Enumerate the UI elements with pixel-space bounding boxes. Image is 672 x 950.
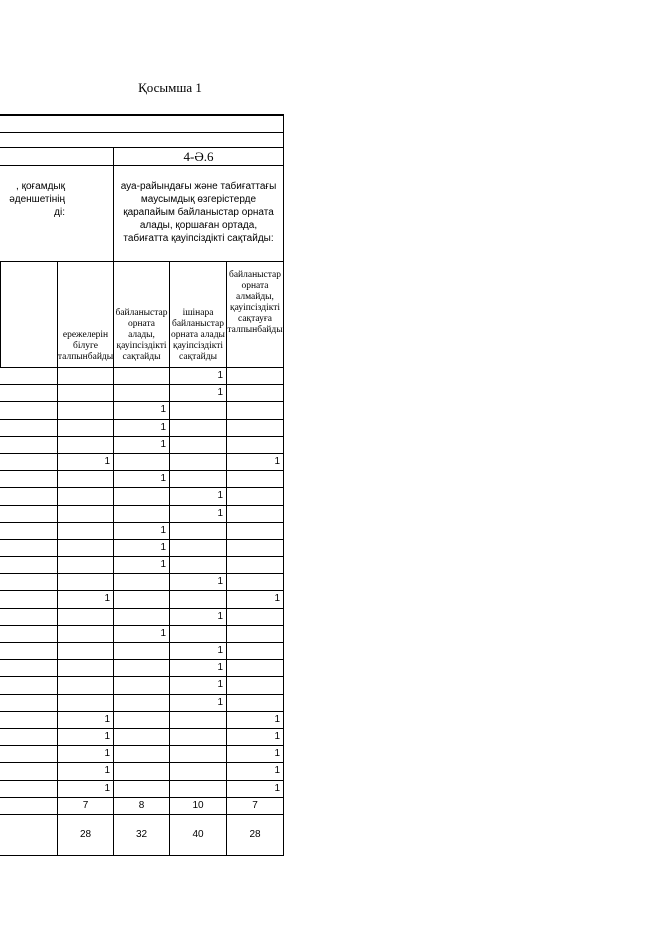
table-cell [57,419,113,436]
table-cell [113,780,169,797]
table-cell [57,384,113,401]
table-cell [0,694,57,711]
table-cell: 1 [169,659,226,676]
table-cell: 1 [226,762,283,779]
table-cell [226,642,283,659]
table-cell: 1 [113,556,169,573]
table-cell: 1 [169,384,226,401]
table-cell: 1 [113,401,169,418]
table-cell [169,625,226,642]
header-cell-partial: ішінара байланыстар орната алады қауіпсіздікті сақтайды [169,261,226,367]
table-cell [57,367,113,384]
table-cell: 1 [57,728,113,745]
table-cell [0,470,57,487]
table-cell [226,659,283,676]
total-cell: 7 [57,797,113,814]
table-cell: 1 [169,505,226,522]
table-cell [0,522,57,539]
table-cell [226,608,283,625]
table-row [0,522,283,539]
table-cell [57,522,113,539]
table-cell [57,436,113,453]
assessment-table [0,114,284,856]
table-cell [169,401,226,418]
table-row [0,487,283,504]
blank-band-2 [0,132,283,147]
table-cell [0,625,57,642]
percent-cell: 28 [226,814,283,855]
table-cell [226,487,283,504]
table-cell: 1 [226,453,283,470]
appendix-title: Қосымша 1 [138,80,202,95]
header-cell-achieved: байланыстар орната алады, қауіпсіздікті сақтайды [113,261,169,367]
table-row [0,470,283,487]
table-cell [57,694,113,711]
table-cell [226,384,283,401]
table-cell [57,505,113,522]
percent-cell [0,814,57,855]
table-cell: 1 [57,711,113,728]
left-desc-line: ді: [54,207,65,218]
table-cell [169,745,226,762]
table-cell: 1 [113,470,169,487]
table-cell [0,762,57,779]
table-cell: 1 [169,367,226,384]
table-cell: 1 [169,642,226,659]
table-cell [0,539,57,556]
table-cell [226,436,283,453]
table-row [0,556,283,573]
table-row [0,676,283,693]
table-cell [226,539,283,556]
table-cell [113,573,169,590]
data-rows [0,367,283,797]
table-cell [0,573,57,590]
table-row [0,419,283,436]
total-cell: 8 [113,797,169,814]
header-cell-no-attempt: ережелерін білуге талпынбайды [57,261,113,367]
table-row [0,745,283,762]
header-cell-blank [0,261,57,367]
table-cell [169,556,226,573]
table-cell [57,470,113,487]
table-row [0,762,283,779]
header-cell-not-achieved: байланыстар орната алмайды, қауіпсіздікті сақтауға талпынбайды [226,261,283,367]
table-cell [113,762,169,779]
table-cell [57,676,113,693]
table-cell [0,401,57,418]
table-cell [0,780,57,797]
table-cell: 1 [113,522,169,539]
table-cell [113,676,169,693]
table-row [0,625,283,642]
table-cell [57,573,113,590]
total-cell: 10 [169,797,226,814]
table-cell [113,453,169,470]
table-cell [226,419,283,436]
table-row [0,642,283,659]
table-cell [0,642,57,659]
table-cell [169,711,226,728]
header-row [0,261,283,367]
table-cell [113,694,169,711]
table-cell [169,453,226,470]
table-cell: 1 [57,745,113,762]
table-row [0,384,283,401]
table-cell [0,728,57,745]
table-cell [169,762,226,779]
total-cell [0,797,57,814]
table-cell [113,659,169,676]
totals-row [0,797,283,814]
table-cell [0,419,57,436]
description-row [0,165,283,261]
criterion-code: 4-Ә.6 [113,147,283,165]
table-row [0,659,283,676]
table-cell [0,505,57,522]
table-cell [57,608,113,625]
table-cell [226,401,283,418]
table-cell [0,711,57,728]
right-description: ауа-райындағы және табиғаттағы маусымдық өзгерістерде қарапайым байланыстар орната алады, қоршаған ортада, табиғатта қауіпсіздікті сақтайды: [113,165,283,261]
table-cell [169,522,226,539]
table-row [0,780,283,797]
table-cell [226,505,283,522]
left-desc-line: , қоғамдық [16,181,65,192]
table-row [0,711,283,728]
table-cell [0,367,57,384]
left-desc-line: әденшетінің [9,194,65,205]
table-cell [57,642,113,659]
table-row [0,505,283,522]
table-cell [0,659,57,676]
table-cell: 1 [113,436,169,453]
table-cell [57,625,113,642]
table-row [0,573,283,590]
table-row [0,367,283,384]
table-cell [57,539,113,556]
table-cell [169,780,226,797]
table-cell [226,470,283,487]
table-cell [226,625,283,642]
table-cell: 1 [57,762,113,779]
table-cell [113,487,169,504]
table-cell [226,573,283,590]
table-cell [169,419,226,436]
table-cell [57,487,113,504]
total-cell: 7 [226,797,283,814]
table-cell [57,659,113,676]
table-cell: 1 [226,780,283,797]
table-cell: 1 [226,745,283,762]
table-cell [169,590,226,607]
table-row [0,539,283,556]
table-cell: 1 [169,573,226,590]
left-description [0,165,113,261]
table-cell [113,642,169,659]
table-cell [0,556,57,573]
table-cell [0,676,57,693]
table-cell: 1 [57,453,113,470]
table-cell [57,401,113,418]
percent-cell: 32 [113,814,169,855]
table-cell: 1 [113,419,169,436]
table-cell [169,470,226,487]
table-cell: 1 [169,487,226,504]
table-cell [0,590,57,607]
table-cell [0,436,57,453]
table-cell: 1 [169,608,226,625]
percent-row [0,814,283,856]
table-cell [113,728,169,745]
table-cell [113,384,169,401]
table-cell: 1 [113,539,169,556]
table-cell [0,384,57,401]
blank-band-1 [0,115,283,132]
table-cell: 1 [169,694,226,711]
table-cell [226,522,283,539]
table-cell [113,505,169,522]
table-cell [57,556,113,573]
table-cell [113,711,169,728]
table-row [0,728,283,745]
table-cell [113,608,169,625]
table-cell [113,745,169,762]
code-left-blank [0,147,113,165]
table-cell: 1 [169,676,226,693]
table-cell [169,436,226,453]
table-cell: 1 [226,590,283,607]
table-cell [113,367,169,384]
table-cell [226,694,283,711]
table-cell [0,487,57,504]
table-cell [0,453,57,470]
code-row [0,147,283,165]
table-cell: 1 [226,728,283,745]
table-row [0,694,283,711]
table-cell [169,728,226,745]
table-cell [0,745,57,762]
table-cell: 1 [57,780,113,797]
table-cell [226,676,283,693]
table-cell: 1 [57,590,113,607]
table-row [0,401,283,418]
table-cell [113,590,169,607]
table-cell: 1 [226,711,283,728]
table-row [0,608,283,625]
table-row [0,453,283,470]
percent-cell: 28 [57,814,113,855]
table-cell [169,539,226,556]
table-cell [0,608,57,625]
table-cell [226,556,283,573]
table-cell: 1 [113,625,169,642]
table-row [0,590,283,607]
table-row [0,436,283,453]
percent-cell: 40 [169,814,226,855]
table-cell [226,367,283,384]
